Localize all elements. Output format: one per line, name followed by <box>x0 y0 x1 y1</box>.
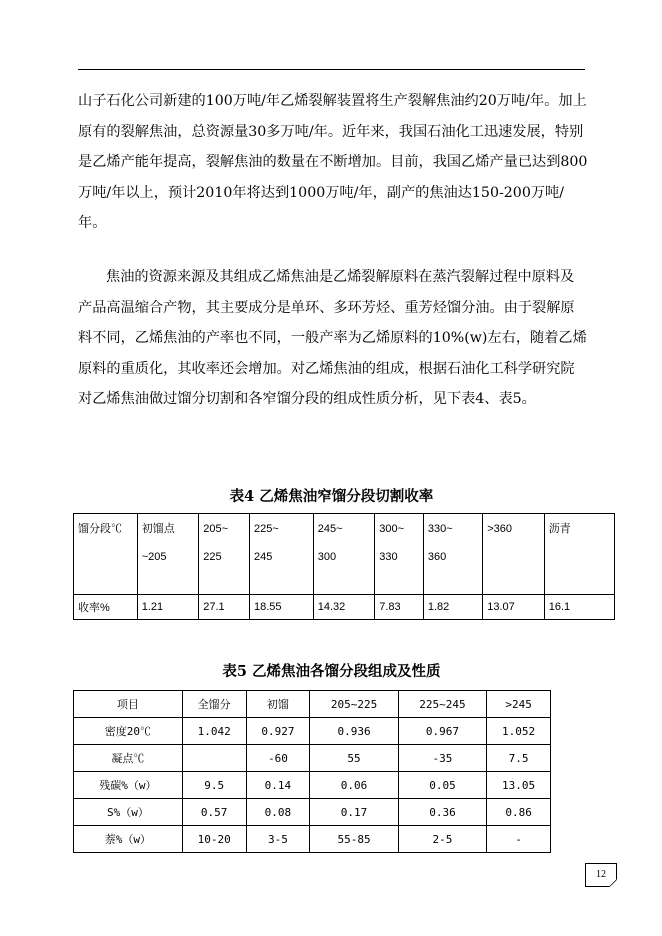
table4-header-text: 馏分段℃ <box>78 523 122 535</box>
table4-header-cell <box>137 514 199 595</box>
table5-caption: 表5 乙烯焦油各馏分段组成及性质 <box>222 663 441 680</box>
table4-header-text: 245~ <box>317 523 343 535</box>
table4-cell: 13.07 <box>483 595 545 620</box>
table4-cell: 27.1 <box>199 595 250 620</box>
table4-header-text: 360 <box>427 551 447 563</box>
table5-cell: 0.14 <box>246 772 310 799</box>
table5-cell: 1.042 <box>182 718 246 745</box>
table4-header-text: 205~ <box>203 523 229 535</box>
table5-cell: 0.36 <box>398 799 486 826</box>
table5-cell: 10-20 <box>182 826 246 853</box>
table4-header-cell <box>313 514 375 595</box>
table5-row <box>74 718 551 745</box>
table5-cell: 凝点℃ <box>74 745 183 772</box>
table5-cell: -35 <box>398 745 486 772</box>
table4-header-cell <box>199 514 250 595</box>
table4-header-row <box>74 514 615 595</box>
table5-cell: -60 <box>246 745 310 772</box>
table5-cell: 0.936 <box>310 718 398 745</box>
table5-row <box>74 745 551 772</box>
table4-header-text: 225 <box>203 551 222 563</box>
table5-row <box>74 826 551 853</box>
table4-header-cell <box>74 514 138 595</box>
table5-cell: 0.57 <box>182 799 246 826</box>
table4-caption: 表4 乙烯焦油窄馏分段切割收率 <box>229 488 434 505</box>
table5 <box>73 690 551 853</box>
table5-cell: 0.927 <box>246 718 310 745</box>
table4-cell: 18.55 <box>250 595 314 620</box>
table4-header-cell <box>483 514 545 595</box>
table5-cell: 0.05 <box>398 772 486 799</box>
table5-header-cell: 225~245 <box>398 691 486 718</box>
table5-row <box>74 691 551 718</box>
table4-header-text: >360 <box>487 523 512 535</box>
table5-cell: 0.86 <box>487 799 551 826</box>
table4-header-text: 300~ <box>379 523 405 535</box>
table4-header-text: 330~ <box>427 523 453 535</box>
table5-header-cell: 初馏 <box>246 691 310 718</box>
table5-cell: 1.052 <box>487 718 551 745</box>
table4-header-cell <box>423 514 482 595</box>
page-number: 12 <box>585 863 617 887</box>
table5-row <box>74 772 551 799</box>
table5-cell: 13.05 <box>487 772 551 799</box>
table4-header-text: ~205 <box>141 551 167 563</box>
table5-cell: 残碳%（w） <box>74 772 183 799</box>
table5-cell: 2-5 <box>398 826 486 853</box>
table4-header-text: 沥青 <box>548 523 571 535</box>
table5-cell: 7.5 <box>487 745 551 772</box>
table4-header-cell <box>544 514 614 595</box>
table4-cell: 1.82 <box>423 595 482 620</box>
table5-cell: 0.08 <box>246 799 310 826</box>
table4-cell: 14.32 <box>313 595 375 620</box>
table5-cell: 0.06 <box>310 772 398 799</box>
table5-row <box>74 799 551 826</box>
table5-cell: S%（w） <box>74 799 183 826</box>
table4-header-text: 初馏点 <box>141 523 175 535</box>
table5-header-cell: 205~225 <box>310 691 398 718</box>
table5-cell: 萘%（w） <box>74 826 183 853</box>
body-paragraph-2: 焦油的资源来源及其组成乙烯焦油是乙烯裂解原料在蒸汽裂解过程中原料及产品高温缩合产物，其主要成分是单环、多环芳烃、重芳烃馏分油。由于裂解原料不同，乙烯焦油的产率也不同，一般产率为乙烯原料的10%(w)左右，随着乙烯原料的重质化，其收率还会增加。对乙烯焦油的组成，根据石油化工科学研究院对乙烯焦油做过馏分切割和各窄馏分段的组成性质分析，见下表4、表5。 <box>78 269 587 408</box>
table4-cell: 收率% <box>74 595 138 620</box>
table5-cell: - <box>487 826 551 853</box>
table4-header-cell <box>375 514 424 595</box>
header-rule <box>78 69 585 70</box>
table4-header-cell <box>250 514 314 595</box>
table5-cell: 密度20℃ <box>74 718 183 745</box>
table4-cell: 7.83 <box>375 595 424 620</box>
table5-cell: 9.5 <box>182 772 246 799</box>
table5-cell <box>182 745 246 772</box>
table4-cell: 1.21 <box>137 595 199 620</box>
table5-header-cell: 全馏分 <box>182 691 246 718</box>
table5-cell: 0.17 <box>310 799 398 826</box>
table4-cell: 16.1 <box>544 595 614 620</box>
table5-cell: 0.967 <box>398 718 486 745</box>
table4-header-text: 330 <box>379 551 398 563</box>
table4 <box>73 513 615 620</box>
table5-header-cell: 项目 <box>74 691 183 718</box>
table5-cell: 55 <box>310 745 398 772</box>
table4-header-text: 300 <box>317 551 337 563</box>
body-paragraph-1: 山子石化公司新建的100万吨/年乙烯裂解装置将生产裂解焦油约20万吨/年。加上原有的裂解焦油，总资源量30多万吨/年。近年来，我国石油化工迅速发展，特别是乙烯产能年提高，裂解焦油的数量在不断增加。目前，我国乙烯产量已达到800万吨/年以上，预计2010年将达到1000万吨/年，副产的焦油达150-200万吨/年。 <box>78 93 588 232</box>
table4-header-text: 245 <box>254 551 273 563</box>
table5-cell: 55-85 <box>310 826 398 853</box>
table5-header-cell: >245 <box>487 691 551 718</box>
table4-header-text: 225~ <box>254 523 279 535</box>
table4-yield-row <box>74 595 615 620</box>
table5-cell: 3-5 <box>246 826 310 853</box>
